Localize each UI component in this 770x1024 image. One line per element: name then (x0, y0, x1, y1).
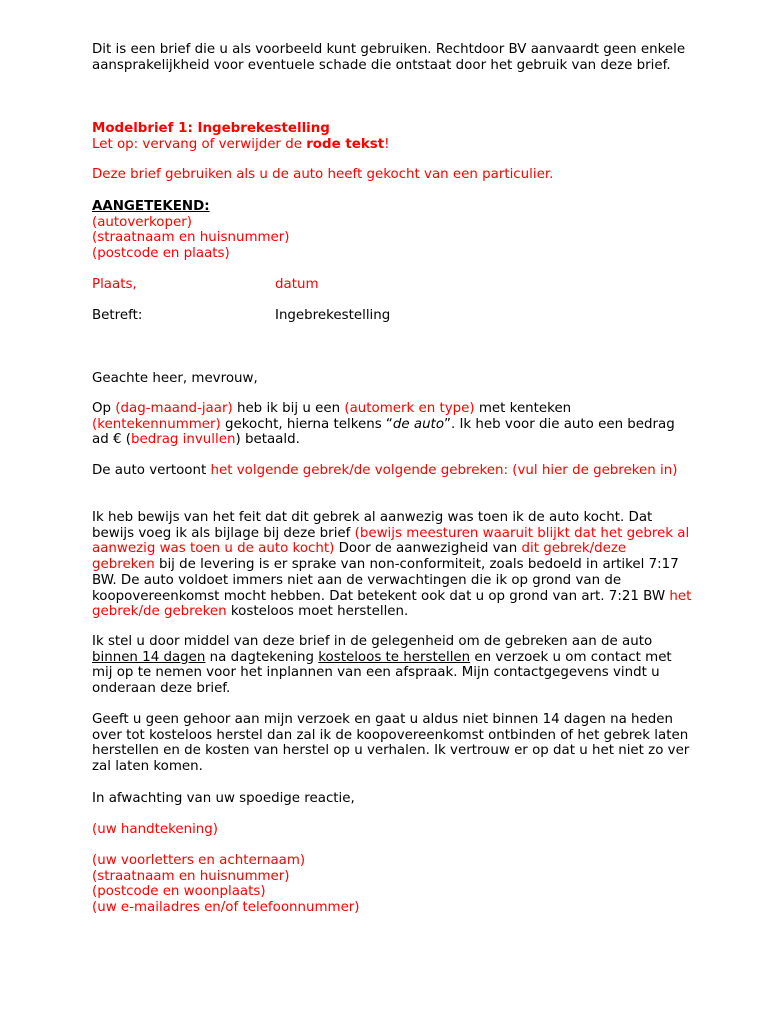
salutation (92, 371, 692, 387)
signature-placeholder (92, 822, 692, 838)
p4-underlined-term: kosteloos te herstellen (318, 649, 471, 665)
recipient-block (92, 199, 692, 262)
note-prefix: Let op: vervang of verwijder de (92, 137, 307, 152)
p3-text: kosteloos moet herstellen. (226, 604, 409, 620)
paragraph-repair-request (92, 634, 692, 697)
p3-placeholder-defect: dit gebrek/deze gebreken (92, 541, 627, 573)
p1-text: heb ik bij u een (232, 401, 345, 416)
p4-text: Ik stel u door middel van deze brief in de gelegenheid om de gebreken aan de auto (92, 634, 653, 649)
p1-placeholder-plate: (kentekennummer) (92, 416, 221, 432)
closing-text: In afwachting van uw spoedige reactie, (92, 791, 355, 806)
recipient-line: (postcode en plaats) (92, 246, 230, 262)
p1-placeholder-car: (automerk en type) (344, 401, 475, 416)
date-placeholder: datum (275, 277, 319, 292)
closing (92, 791, 692, 807)
p1-text: ) betaald. (235, 432, 300, 448)
place-date-row (92, 277, 692, 293)
paragraph-evidence (92, 510, 692, 620)
note-suffix: ! (384, 137, 390, 152)
subject-row (92, 308, 692, 324)
aangetekend-label: AANGETEKEND: (92, 199, 210, 214)
subject-label: Betreft: (92, 308, 143, 323)
p1-text: met kenteken (474, 401, 572, 416)
paragraph-consequences (92, 712, 692, 775)
usage-note (92, 167, 692, 183)
p1-text: Op (92, 401, 116, 416)
p1-italic: de auto (392, 416, 445, 432)
sender-line: (straatnaam en huisnummer) (92, 868, 290, 884)
p5-text: Geeft u geen gehoor aan mijn verzoek en gaat u aldus niet binnen 14 dagen na heden over tot kosteloos herstel dan zal ik de koopovereenkomst ontbinden of het gebrek laten herstellen en de kosten van herstel op u verhalen. Ik vertrouw er op dat u het niet zo ver zal laten komen. (92, 712, 690, 775)
p1-placeholder-date: (dag-maand-jaar) (115, 401, 233, 416)
sender-block (92, 853, 692, 916)
note-bold: rode tekst (306, 137, 385, 152)
subject-value: Ingebrekestelling (275, 308, 391, 323)
disclaimer-paragraph (92, 42, 692, 73)
usage-text: Deze brief gebruiken als u de auto heeft gekocht van een particulier. (92, 167, 554, 182)
p4-text: na dagtekening (205, 649, 319, 665)
disclaimer-text: Dit is een brief die u als voorbeeld kunt gebruiken. Rechtdoor BV aanvaardt geen enkele aansprakelijkheid voor eventuele schade die ontstaat door het gebruik van deze brief. (92, 42, 686, 73)
p1-text: gekocht, hierna telkens “ (220, 416, 393, 432)
p3-placeholder-defect: het gebrek/de gebreken (92, 588, 692, 620)
signature-text: (uw handtekening) (92, 822, 219, 837)
p3-text: bij de levering is er sprake van non-conformiteit, zoals bedoeld in artikel 7:17 BW. De auto voldoet immers niet aan de verwachtingen die ik op grond van de koopovereenkomst mocht hebben. Dat betekent ook dat u op grond van art. 7:21 BW (92, 557, 679, 604)
place-placeholder: Plaats, (92, 277, 137, 292)
p2-placeholder-defects: het volgende gebrek/de volgende gebreken: (vul hier de gebreken in) (210, 463, 678, 478)
p2-text: De auto vertoont (92, 463, 211, 478)
recipient-line: (autoverkoper) (92, 214, 192, 230)
salutation-text: Geachte heer, mevrouw, (92, 371, 258, 386)
p3-placeholder-evidence: (bewijs meesturen waaruit blijkt dat het gebrek al aanwezig was toen u de auto kocht) (92, 525, 690, 557)
paragraph-purchase (92, 401, 692, 448)
title-text: Modelbrief 1: Ingebrekestelling (92, 121, 330, 136)
p1-placeholder-amount: bedrag invullen (130, 432, 236, 448)
sender-line: (uw e-mailadres en/of telefoonnummer) (92, 900, 360, 916)
paragraph-defects (92, 463, 692, 479)
recipient-line: (straatnaam en huisnummer) (92, 230, 290, 246)
p1-text: ”. Ik heb voor die auto een bedrag ad € ( (92, 416, 675, 448)
letter-title (92, 121, 692, 137)
sender-line: (postcode en woonplaats) (92, 884, 266, 900)
p3-text: Door de aanwezigheid van (334, 541, 522, 557)
p3-text: Ik heb bewijs van het feit dat dit gebrek al aanwezig was toen ik de auto kocht. Dat bewijs voeg ik als bijlage bij deze brief (92, 510, 653, 541)
p4-underlined-term: binnen 14 dagen (92, 649, 206, 665)
sender-line: (uw voorletters en achternaam) (92, 853, 306, 868)
replace-note (92, 137, 692, 153)
p4-text: en verzoek u om contact met mij op te nemen voor het inplannen van een afspraak. Mijn contactgegevens vindt u onderaan deze brief. (92, 649, 672, 697)
